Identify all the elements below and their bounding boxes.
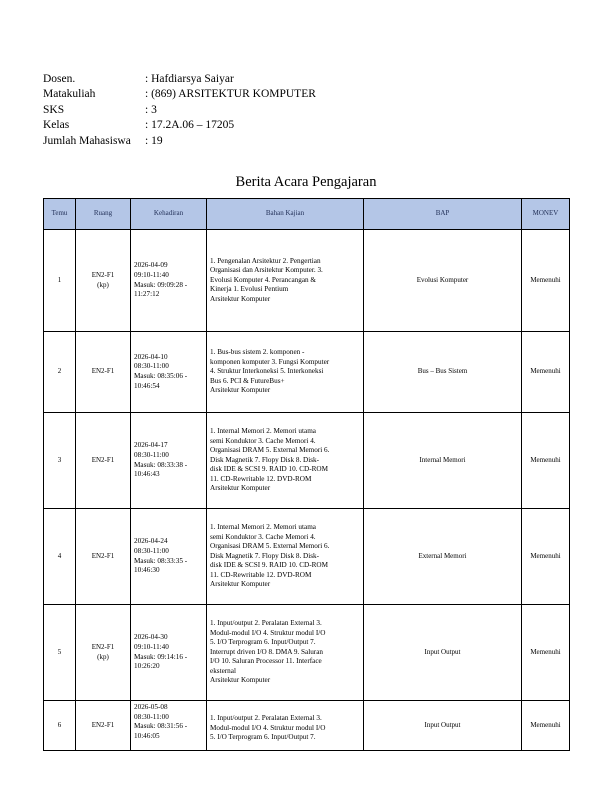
info-label: Dosen. bbox=[43, 73, 76, 85]
cell-ruang: EN2-F1 (kp) bbox=[76, 605, 131, 701]
info-row bbox=[43, 87, 316, 102]
cell-ruang: EN2-F1 (kp) bbox=[76, 230, 131, 332]
cell-bap: Bus – Bus Sistem bbox=[364, 332, 522, 413]
cell-temu: 2 bbox=[44, 332, 76, 413]
attendance-table bbox=[43, 198, 570, 751]
cell-monev: Memenuhi bbox=[522, 701, 570, 751]
table-row bbox=[44, 413, 570, 509]
cell-monev: Memenuhi bbox=[522, 509, 570, 605]
info-label: Kelas bbox=[43, 119, 70, 132]
cell-kehadiran: 2026-05-08 08:30-11:00 Masuk: 08:31:56 - 10:46:05 bbox=[131, 701, 207, 751]
cell-monev: Memenuhi bbox=[522, 605, 570, 701]
cell-bap: Evolusi Komputer bbox=[364, 230, 522, 332]
cell-ruang: EN2-F1 bbox=[76, 701, 131, 751]
table-row bbox=[44, 332, 570, 413]
info-label: Jumlah Mahasiswa bbox=[43, 134, 131, 147]
page-title: Berita Acara Pengajaran bbox=[235, 174, 377, 190]
cell-kehadiran: 2026-04-30 09:10-11:40 Masuk: 09:14:16 - 10:26:20 bbox=[131, 605, 207, 701]
cell-monev: Memenuhi bbox=[522, 413, 570, 509]
course-info bbox=[43, 72, 316, 149]
info-value: : (869) ARSITEKTUR KOMPUTER bbox=[145, 88, 316, 101]
info-value: : Hafdiarsya Saiyar bbox=[145, 73, 234, 85]
table-row bbox=[44, 509, 570, 605]
cell-kehadiran: 2026-04-24 08:30-11:00 Masuk: 08:33:35 - 10:46:30 bbox=[131, 509, 207, 605]
cell-bahan-kajian: 1. Pengenalan Arsitektur 2. Pengertian Organisasi dan Arsitektur Komputer. 3. Evolusi Komputer 4. Perancangan & Kinerja 1. Evolusi Pentium Arsitektur Komputer bbox=[207, 230, 364, 332]
info-value: : 17.2A.06 – 17205 bbox=[145, 119, 235, 132]
cell-kehadiran: 2026-04-17 08:30-11:00 Masuk: 08:33:38 - 10:46:43 bbox=[131, 413, 207, 509]
cell-bahan-kajian: 1. Input/output 2. Peralatan External 3. Modul-modul I/O 4. Struktur modul I/O 5. I/O Terprogram 6. Input/Output 7. bbox=[207, 701, 364, 751]
info-label: Matakuliah bbox=[43, 88, 96, 101]
table-row bbox=[44, 701, 570, 751]
cell-kehadiran: 2026-04-10 08:30-11:00 Masuk: 08:35:06 - 10:46:54 bbox=[131, 332, 207, 413]
cell-bap: Input Output bbox=[364, 605, 522, 701]
cell-bap: Input Output bbox=[364, 701, 522, 751]
col-header-kehadiran: Kehadiran bbox=[131, 199, 207, 230]
info-label: SKS bbox=[43, 103, 65, 116]
col-header-bap: BAP bbox=[364, 199, 522, 230]
cell-ruang: EN2-F1 bbox=[76, 413, 131, 509]
cell-temu: 5 bbox=[44, 605, 76, 701]
cell-bap: External Memori bbox=[364, 509, 522, 605]
cell-temu: 6 bbox=[44, 701, 76, 751]
info-value: : 19 bbox=[145, 134, 163, 147]
cell-bahan-kajian: 1. Internal Memori 2. Memori utama semi Konduktor 3. Cache Memori 4. Organisasi DRAM 5. External Memori 6. Disk Magnetik 7. Flopy Disk 8. Disk- disk IDE & SCSI 9. RAID 10. CD-ROM 11. CD-Rewritable 12. DVD-ROM Arsitektur Komputer bbox=[207, 509, 364, 605]
cell-monev: Memenuhi bbox=[522, 230, 570, 332]
col-header-bahan-kajian: Bahan Kajian bbox=[207, 199, 364, 230]
cell-bahan-kajian: 1. Input/output 2. Peralatan External 3. Modul-modul I/O 4. Struktur modul I/O 5. I/O Terprogram 6. Input/Output 7. Interrupt driven I/O 8. DMA 9. Saluran I/O 10. Saluran Processor 11. Interface eksternal Arsitektur Komputer bbox=[207, 605, 364, 701]
cell-bahan-kajian: 1. Bus-bus sistem 2. komponen - komponen komputer 3. Fungsi Komputer 4. Struktur Interkoneksi 5. Interkoneksi Bus 6. PCI & FutureBus+ Arsitektur Komputer bbox=[207, 332, 364, 413]
cell-bap: Internal Memori bbox=[364, 413, 522, 509]
cell-bahan-kajian: 1. Internal Memori 2. Memori utama semi Konduktor 3. Cache Memori 4. Organisasi DRAM 5. External Memori 6. Disk Magnetik 7. Flopy Disk 8. Disk- disk IDE & SCSI 9. RAID 10. CD-ROM 11. CD-Rewritable 12. DVD-ROM Arsitektur Komputer bbox=[207, 413, 364, 509]
cell-kehadiran: 2026-04-09 09:10-11:40 Masuk: 09:09:28 - 11:27:12 bbox=[131, 230, 207, 332]
col-header-temu: Temu bbox=[44, 199, 76, 230]
info-value: : 3 bbox=[145, 103, 157, 116]
col-header-ruang: Ruang bbox=[76, 199, 131, 230]
cell-temu: 1 bbox=[44, 230, 76, 332]
info-row bbox=[43, 72, 316, 87]
cell-temu: 4 bbox=[44, 509, 76, 605]
table-row bbox=[44, 230, 570, 332]
info-row bbox=[43, 103, 316, 118]
col-header-monev: MONEV bbox=[522, 199, 570, 230]
cell-ruang: EN2-F1 bbox=[76, 332, 131, 413]
table-row bbox=[44, 605, 570, 701]
info-row bbox=[43, 118, 316, 133]
info-row bbox=[43, 134, 316, 149]
cell-ruang: EN2-F1 bbox=[76, 509, 131, 605]
table-header-row bbox=[44, 199, 570, 230]
cell-temu: 3 bbox=[44, 413, 76, 509]
cell-monev: Memenuhi bbox=[522, 332, 570, 413]
